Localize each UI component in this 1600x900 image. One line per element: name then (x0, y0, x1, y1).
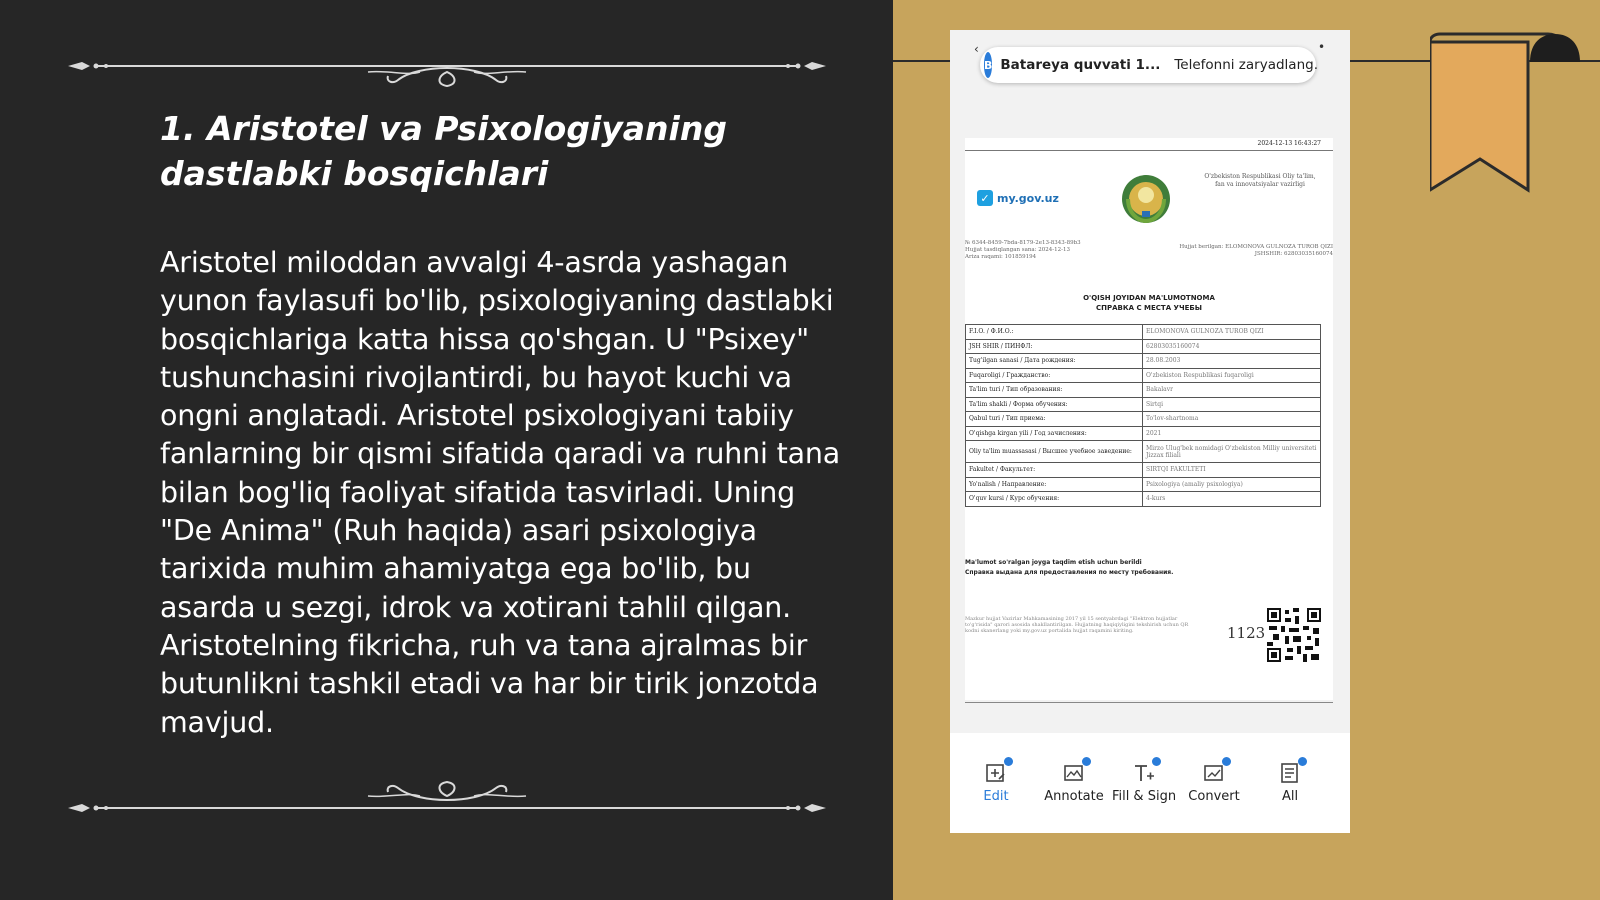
table-row (966, 397, 1321, 412)
state-emblem-icon (1120, 173, 1172, 225)
table-row (966, 426, 1321, 441)
new-badge (1004, 757, 1013, 766)
toolbar-fill-sign-button[interactable] (1109, 733, 1179, 833)
phone-screenshot (950, 30, 1350, 833)
notification-message: Telefonni zaryadlang. (1174, 57, 1318, 73)
toolbar-fill-sign-label: Fill & Sign (1111, 789, 1177, 804)
table-cell-value: 2021 (1143, 426, 1321, 441)
table-cell-value: Bakalavr (1143, 383, 1321, 398)
table-row (966, 339, 1321, 354)
table-row (966, 463, 1321, 478)
toolbar-convert-button[interactable] (1179, 733, 1249, 833)
table-row (966, 412, 1321, 427)
document-code: 1123 (1227, 624, 1266, 642)
table-row (966, 368, 1321, 383)
new-badge (1152, 757, 1161, 766)
document-heading (965, 293, 1333, 313)
document-top-rule (965, 150, 1333, 151)
table-cell-label: Ta'lim shakli / Форма обучения: (966, 397, 1143, 412)
document-footer-uz: Ma'lumot so'ralgan joyga taqdim etish uchun berildi (965, 559, 1142, 566)
toolbar-all-label: All (1281, 789, 1299, 804)
mygov-logo-text: my.gov.uz (997, 191, 1059, 205)
document-page (965, 138, 1333, 700)
document-footer (965, 558, 1173, 578)
ornament-top-divider (68, 42, 826, 88)
close-mark-icon[interactable]: • (1318, 40, 1326, 54)
document-date: 2024-12-13 16:43:27 (1257, 140, 1321, 147)
qr-code-icon (1267, 608, 1321, 662)
table-cell-value: Sirtqi (1143, 397, 1321, 412)
document-info-table (965, 324, 1321, 507)
document-reference-right: Hujjat berilgan: ELOMONOVA GULNOZA TUROB QIZI JSHSHIR: 62803035160074 (1179, 244, 1333, 257)
new-badge (1082, 757, 1091, 766)
table-row (966, 492, 1321, 507)
table-cell-value: To'lov-shartnoma (1143, 412, 1321, 427)
toolbar-annotate-button[interactable] (1039, 733, 1109, 833)
slide-body-text: Aristotel miloddan avvalgi 4-asrda yashagan yunon faylasufi bo'lib, psixologiyaning dastlabki bosqichlariga katta hissa qo'shgan. U "Psixey" tushunchasini rivojlantirdi, bu hayot kuchi va ongni anglatadi. Aristotel psixologiyani tabiiy fanlarning bir qismi sifatida qaradi va ruhni tana bilan bog'liq faoliyat sifatida tasvirladi. Uning "De Anima" (Ruh haqida) asari psixologiya tarixida muhim ahamiyatga ega bo'lib, bu asarda u sezgi, idrok va xotirani tahlil qilgan. Aristotelning fikricha, ruh va tana ajralmas bir butunlikni tashkil etadi va har bir tirik jonzotda mavjud. (160, 246, 840, 739)
table-cell-label: JSH SHIR / ПИНФЛ: (966, 339, 1143, 354)
mygov-logo (977, 190, 1059, 206)
battery-app-icon: B (984, 52, 992, 78)
toolbar-annotate-label: Annotate (1044, 789, 1104, 804)
document-legal-text: Mazkur hujjat Vazirlar Mahkamasining 2017 yil 15 sentyabrdagi "Elektron hujjatlar to'g'risida" qarori asosida shakllantirilgan. Hujjatning haqiqiyligini tekshirish uchun QR kodni skanerlang yoki my.gov.uz portalida hujjat raqamini kiriting. (965, 616, 1189, 634)
slide-title: 1. Aristotel va Psixologiyaning dastlabki bosqichlari (160, 109, 727, 193)
table-cell-label: Yo'nalish / Направление: (966, 477, 1143, 492)
table-cell-value: O'zbekiston Respublikasi fuqaroligi (1143, 368, 1321, 383)
table-cell-label: Fuqaroligi / Гражданство: (966, 368, 1143, 383)
table-cell-value: 28.08.2003 (1143, 354, 1321, 369)
table-cell-label: Oliy ta'lim muassasasi / Высшее учебное заведение: (966, 441, 1143, 463)
check-icon: ✓ (977, 190, 993, 206)
table-cell-label: Tug'ilgan sanasi / Дата рождения: (966, 354, 1143, 369)
table-row (966, 477, 1321, 492)
table-cell-label: Fakultet / Факультет: (966, 463, 1143, 478)
document-reference-left: № 6344-8459-7bda-8179-2e13-8343-89b3 Hujjat tasdiqlangan sana: 2024-12-13 Ariza raqami: 101859194 (965, 240, 1081, 260)
table-row (966, 441, 1321, 463)
table-row (966, 383, 1321, 398)
table-cell-label: Qabul turi / Тип приема: (966, 412, 1143, 427)
table-cell-label: O'quv kursi / Курс обучения: (966, 492, 1143, 507)
notification-title: Batareya quvvati 1... (1000, 57, 1161, 73)
bookmark-icon (1430, 32, 1580, 202)
toolbar-edit-label: Edit (983, 789, 1009, 804)
document-footer-ru: Справка выдана для предоставления по месту требования. (965, 569, 1174, 576)
table-cell-value: SIRTQI FAKULTETI (1143, 463, 1321, 478)
table-row (966, 354, 1321, 369)
decorative-line-left (893, 60, 950, 62)
table-row (966, 325, 1321, 340)
toolbar-convert-label: Convert (1188, 789, 1240, 804)
toolbar-all-button[interactable] (1255, 733, 1325, 833)
document-heading-ru: СПРАВКА С МЕСТА УЧЕБЫ (1096, 304, 1202, 312)
back-arrow-icon[interactable]: ‹ (974, 42, 979, 56)
new-badge (1298, 757, 1307, 766)
table-cell-value: 62803035160074 (1143, 339, 1321, 354)
table-cell-value: Psixologiya (amaliy psixologiya) (1143, 477, 1321, 492)
table-cell-value: Mirzo Ulug'bek nomidagi O'zbekiston Milliy universiteti Jizzax filiali (1143, 441, 1321, 463)
toolbar-edit-button[interactable] (961, 733, 1031, 833)
table-cell-label: F.I.O. / Ф.И.О.: (966, 325, 1143, 340)
ministry-name: O'zbekiston Respublikasi Oliy ta'lim, fan va innovatsiyalar vazirligi (1204, 173, 1316, 188)
table-cell-label: Ta'lim turi / Тип образования: (966, 383, 1143, 398)
document-bottom-rule (965, 702, 1333, 703)
battery-notification[interactable] (980, 47, 1316, 83)
table-cell-value: 4-kurs (1143, 492, 1321, 507)
document-heading-uz: O'QISH JOYIDAN MA'LUMOTNOMA (1083, 294, 1215, 302)
table-cell-value: ELOMONOVA GULNOZA TUROB QIZI (1143, 325, 1321, 340)
new-badge (1222, 757, 1231, 766)
ornament-bottom-divider (68, 780, 826, 826)
pdf-toolbar (950, 733, 1350, 833)
table-cell-label: O'qishga kirgan yili / Год зачисления: (966, 426, 1143, 441)
